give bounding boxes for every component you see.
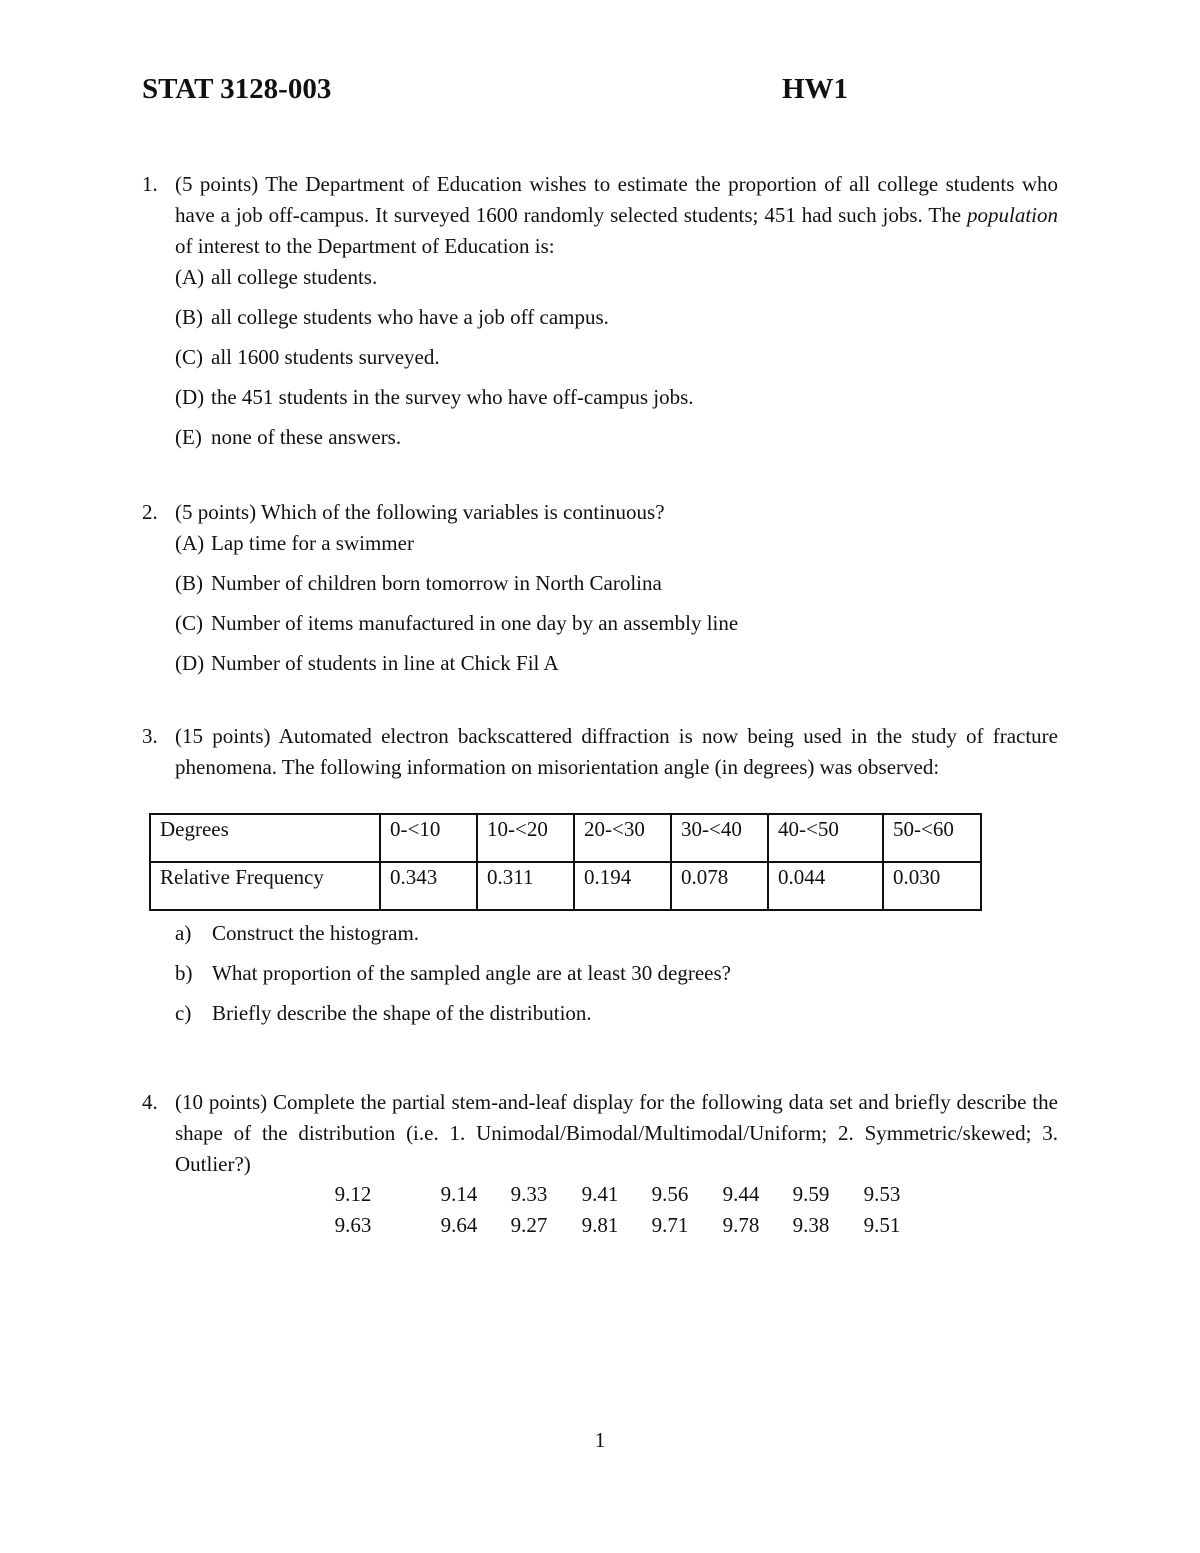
data-value: 9.51 <box>863 1213 901 1237</box>
table-cell: 0-<10 <box>380 814 477 862</box>
option-c <box>175 342 1058 373</box>
option-d <box>175 648 1058 679</box>
data-value: 9.33 <box>510 1182 548 1206</box>
question-4 <box>142 1087 1058 1180</box>
question-number: 2. <box>142 500 158 524</box>
answer-options <box>175 528 1058 679</box>
subpart-label: b) <box>175 961 193 985</box>
option-text: Number of children born tomorrow in North Carolina <box>211 571 662 595</box>
question-3 <box>142 721 1058 783</box>
table-cell: 0.030 <box>883 862 981 910</box>
option-label: (B) <box>175 571 203 595</box>
question-stem: (15 points) Automated electron backscattered diffraction is now being used in the study of fracture phenomena. The following information on misorientation angle (in degrees) was observed: <box>175 724 1058 779</box>
option-label: (D) <box>175 651 205 675</box>
subpart-label: a) <box>175 921 192 945</box>
data-value: 9.27 <box>510 1213 548 1237</box>
data-value: 9.12 <box>334 1182 372 1206</box>
subpart-label: c) <box>175 1001 192 1025</box>
option-label: (D) <box>175 385 205 409</box>
option-text: all college students who have a job off campus. <box>211 305 609 329</box>
page-header <box>142 73 848 113</box>
option-text: none of these answers. <box>211 425 402 449</box>
option-text: Number of items manufactured in one day by an assembly line <box>211 611 739 635</box>
data-value: 9.56 <box>651 1182 689 1206</box>
table-cell: 0.078 <box>671 862 768 910</box>
option-label: (E) <box>175 425 202 449</box>
question-2 <box>142 497 1058 688</box>
data-value: 9.59 <box>792 1182 830 1206</box>
table-row <box>150 814 981 862</box>
question-number: 3. <box>142 724 158 748</box>
table-cell: 10-<20 <box>477 814 574 862</box>
option-label: (C) <box>175 611 203 635</box>
table-cell: 0.311 <box>477 862 574 910</box>
data-value: 9.71 <box>651 1213 689 1237</box>
option-b <box>175 302 1058 333</box>
subpart-b <box>175 958 731 989</box>
question-number: 4. <box>142 1090 158 1114</box>
stem-text-after: of interest to the Department of Education is: <box>175 234 555 258</box>
option-a <box>175 528 1058 559</box>
question-stem: (10 points) Complete the partial stem-and-leaf display for the following data set and briefly describe the shape of the distribution (i.e. 1. Unimodal/Bimodal/Multimodal/Uniform; 2. Symmetric/skewed; 3. Outlier?) <box>175 1090 1058 1176</box>
table-cell: 0.044 <box>768 862 883 910</box>
stem-text-before: (5 points) The Department of Education wishes to estimate the proportion of all college students who have a job off-campus. It surveyed 1600 randomly selected students; 451 had such jobs. The <box>175 172 1058 227</box>
data-value: 9.38 <box>792 1213 830 1237</box>
data-value: 9.41 <box>581 1182 619 1206</box>
data-value: 9.78 <box>722 1213 760 1237</box>
option-c <box>175 608 1058 639</box>
page-number: 1 <box>594 1428 606 1452</box>
question-stem: (5 points) Which of the following variables is continuous? <box>175 500 665 524</box>
option-text: Lap time for a swimmer <box>211 531 414 555</box>
question-number: 1. <box>142 172 158 196</box>
option-text: all college students. <box>211 265 378 289</box>
data-value: 9.81 <box>581 1213 619 1237</box>
subpart-c <box>175 998 592 1029</box>
frequency-table <box>149 813 982 911</box>
table-cell: 0.194 <box>574 862 671 910</box>
option-label: (A) <box>175 265 205 289</box>
data-value: 9.63 <box>334 1213 372 1237</box>
option-d <box>175 382 1058 413</box>
option-label: (B) <box>175 305 203 329</box>
assignment-title: HW1 <box>781 73 848 105</box>
option-b <box>175 568 1058 599</box>
subpart-text: Briefly describe the shape of the distribution. <box>212 1001 592 1025</box>
table-cell: 30-<40 <box>671 814 768 862</box>
data-value: 9.14 <box>440 1182 478 1206</box>
course-code: STAT 3128-003 <box>142 73 332 105</box>
subpart-text: What proportion of the sampled angle are at least 30 degrees? <box>212 961 731 985</box>
stem-emphasis: population <box>966 203 1058 227</box>
table-row-header: Degrees <box>150 814 380 862</box>
data-value: 9.44 <box>722 1182 760 1206</box>
question-1 <box>142 169 1058 462</box>
option-a <box>175 262 1058 293</box>
table-cell: 40-<50 <box>768 814 883 862</box>
option-text: all 1600 students surveyed. <box>211 345 440 369</box>
table-cell: 0.343 <box>380 862 477 910</box>
table-cell: 50-<60 <box>883 814 981 862</box>
table-row-header: Relative Frequency <box>150 862 380 910</box>
answer-options <box>175 262 1058 453</box>
option-label: (C) <box>175 345 203 369</box>
subpart-text: Construct the histogram. <box>212 921 420 945</box>
table-row <box>150 862 981 910</box>
table-cell: 20-<30 <box>574 814 671 862</box>
data-value: 9.53 <box>863 1182 901 1206</box>
subpart-a <box>175 918 419 949</box>
data-value: 9.64 <box>440 1213 478 1237</box>
question-stem <box>175 169 1058 262</box>
option-text: Number of students in line at Chick Fil A <box>211 651 559 675</box>
option-text: the 451 students in the survey who have off-campus jobs. <box>211 385 694 409</box>
option-label: (A) <box>175 531 205 555</box>
option-e <box>175 422 1058 453</box>
